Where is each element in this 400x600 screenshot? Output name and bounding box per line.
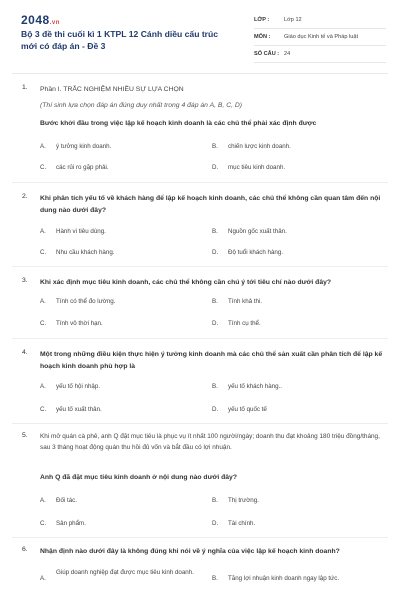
- document-header: [0, 0, 400, 72]
- question-number: 2.: [22, 193, 28, 200]
- option-letter: D.: [212, 164, 219, 171]
- header-divider: [12, 73, 388, 74]
- question-number: 6.: [22, 546, 28, 553]
- option-letter: B.: [212, 575, 218, 582]
- option-text: yếu tố khách hàng..: [228, 383, 283, 390]
- option-text: các rủi ro gặp phải.: [56, 164, 109, 171]
- option-letter: A.: [40, 575, 46, 582]
- option-text: Tính vô thời hạn.: [56, 320, 103, 327]
- option-letter: D.: [212, 320, 219, 327]
- option-text: ý tưởng kinh doanh.: [56, 143, 112, 150]
- option-letter: B.: [212, 143, 218, 150]
- option-letter: B.: [212, 298, 218, 305]
- option-letter: C.: [40, 520, 47, 527]
- option-text: Thị trường.: [228, 497, 259, 504]
- meta-row-count: [254, 46, 386, 63]
- logo-suffix: .vn: [49, 20, 60, 26]
- option-text: yếu tố quốc tế: [228, 406, 267, 413]
- question-number: 4.: [22, 349, 28, 356]
- meta-label: MÔN :: [254, 34, 271, 40]
- option-text: Tăng lợi nhuận kinh doanh ngay lập tức.: [228, 575, 340, 582]
- option-text: yếu tố xuất thân.: [56, 406, 102, 413]
- option-text: Độ tuổi khách hàng.: [228, 249, 284, 256]
- question-divider: [12, 423, 388, 424]
- option-text: Nhu cầu khách hàng.: [56, 249, 115, 256]
- option-text: Tính khả thi.: [228, 298, 263, 305]
- question-divider: [12, 182, 388, 183]
- question-number: 5.: [22, 432, 28, 439]
- option-text: mục tiêu kinh doanh.: [228, 164, 286, 171]
- meta-row-class: [254, 12, 386, 29]
- option-letter: C.: [40, 249, 47, 256]
- question-text: Nhận định nào dưới đây là không đúng khi nói về ý nghĩa của việc lập kế hoạch kinh doanh?: [40, 548, 340, 555]
- question-text: Anh Q đã đặt mục tiêu kinh doanh ở nội dung nào dưới đây?: [40, 474, 237, 481]
- document-title: Bộ 3 đề thi cuối kì 1 KTPL 12 Cánh diều cấu trúc mới có đáp án - Đề 3: [21, 29, 219, 51]
- question-scenario: Khi mở quán cà phê, anh Q đặt mục tiêu là phục vụ ít nhất 100 người/ngày; doanh thu đạt khoảng 180 triệu đồng/tháng, sau 3 tháng hoạt động quán thu hồi đủ vốn và bắt đầu có lợi nhuận.: [40, 433, 380, 451]
- option-letter: C.: [40, 406, 47, 413]
- option-text: chiến lược kinh doanh.: [228, 143, 291, 150]
- option-letter: A.: [40, 228, 46, 235]
- option-text: Nguồn gốc xuất thân.: [228, 228, 287, 235]
- option-letter: B.: [212, 383, 218, 390]
- site-logo[interactable]: [21, 13, 60, 27]
- meta-label: LỚP :: [254, 17, 270, 23]
- question-number: 3.: [22, 277, 28, 284]
- section-title: Phần I. TRẮC NGHIỆM NHIỀU SỰ LỰA CHỌN: [40, 86, 184, 93]
- option-letter: B.: [212, 228, 218, 235]
- option-letter: D.: [212, 406, 219, 413]
- meta-row-subject: [254, 29, 386, 46]
- option-letter: B.: [212, 497, 218, 504]
- question-divider: [12, 266, 388, 267]
- option-text: Giúp doanh nghiệp đạt được mục tiêu kinh doanh.: [56, 569, 194, 576]
- meta-value: 24: [284, 51, 291, 57]
- option-text: Tính có thể đo lường.: [56, 298, 116, 305]
- question-text: Khi phân tích yếu tố về khách hàng để lập kế hoạch kinh doanh, các chủ thể không cần quan tâm đến nội dung nào dưới đây?: [40, 195, 381, 214]
- option-text: Hành vi tiêu dùng.: [56, 228, 106, 235]
- question-divider: [12, 338, 388, 339]
- option-text: Đối tác.: [56, 497, 77, 504]
- option-letter: A.: [40, 497, 46, 504]
- meta-value: Giáo dục Kinh tế và Pháp luật: [284, 34, 359, 40]
- option-letter: A.: [40, 298, 46, 305]
- question-text: Một trong những điều kiện thực hiện ý tưởng kinh doanh mà các chủ thể sản xuất cần phân tích để lập kế hoạch kinh doanh phù hợp là: [40, 351, 383, 370]
- question-text: Bước khởi đầu trong việc lập kế hoạch kinh doanh là các chủ thể phải xác định được: [40, 120, 317, 127]
- question-number: 1.: [22, 84, 28, 91]
- option-letter: D.: [212, 520, 219, 527]
- meta-value: Lớp 12: [284, 17, 302, 23]
- option-letter: D.: [212, 249, 219, 256]
- option-letter: C.: [40, 320, 47, 327]
- meta-label: SỐ CÂU :: [254, 51, 280, 57]
- option-letter: A.: [40, 143, 46, 150]
- option-letter: A.: [40, 383, 46, 390]
- document-meta: [254, 12, 386, 63]
- option-text: yếu tố hội nhập.: [56, 383, 101, 390]
- option-text: Sản phẩm.: [56, 520, 86, 527]
- option-text: Tài chính.: [228, 520, 256, 527]
- question-text: Khi xác định mục tiêu kinh doanh, các chủ thể không cần chú ý tới tiêu chí nào dưới đây?: [40, 279, 332, 286]
- option-letter: C.: [40, 164, 47, 171]
- option-text: Tính cụ thể.: [228, 320, 261, 327]
- logo-text: 2048: [21, 13, 50, 27]
- section-instruction: (Thí sinh lựa chọn đáp án đúng duy nhất trong 4 đáp án A, B, C, D): [40, 102, 243, 109]
- question-divider: [12, 537, 388, 538]
